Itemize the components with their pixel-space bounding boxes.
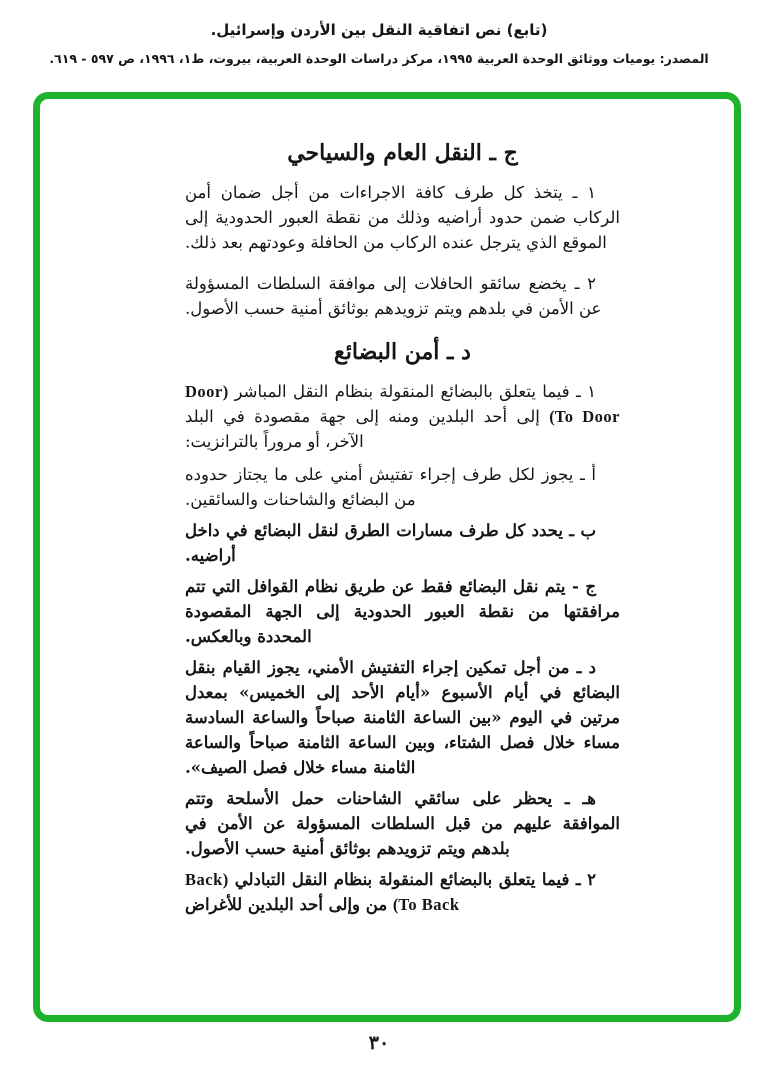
section-d-item-b: ب ـ يحدد كل طرف مسارات الطرق لنقل البضائع في داخل أراضيه. xyxy=(185,521,596,565)
section-d-item-c: ج - يتم نقل البضائع فقط عن طريق نظام القوافل التي تتم مرافقتها من نقطة العبور الحدودية إلى الجهة المقصودة المحددة وبالعكس. xyxy=(185,577,620,646)
section-d-paragraph-2 xyxy=(185,867,620,917)
section-d-item-h: هـ ـ يحظر على سائقي الشاحنات حمل الأسلحة وتتم الموافقة عليهم من قبل السلطات المسؤولة عن الأمن في بلدهم ويتم تزويدهم بوثائق أمنية حسب الأصول. xyxy=(185,789,620,858)
page-title: (تابع) نص اتفاقية النقل بين الأردن وإسرائيل. xyxy=(210,21,548,39)
section-d-paragraph-1 xyxy=(185,379,620,454)
page-number: ٣٠ xyxy=(368,1032,390,1054)
section-d-item-a: أ ـ يجوز لكل طرف إجراء تفتيش أمني على ما يجتاز حدوده من البضائع والشاحنات والسائقين. xyxy=(185,465,596,509)
page-source-citation: المصدر: يوميات ووثائق الوحدة العربية ١٩٩٥، مركز دراسات الوحدة العربية، بيروت، ط١، ١٩٩٦، ص ٥٩٧ - ٦١٩. xyxy=(49,51,709,66)
page-footer xyxy=(0,1032,758,1054)
section-c-paragraph-2: ٢ ـ يخضع سائقو الحافلات إلى موافقة السلطات المسؤولة عن الأمن في بلدهم ويتم تزويدهم بوثائق أمنية حسب الأصول. xyxy=(185,274,602,318)
section-d-paragraph-1-text: ١ ـ فيما يتعلق بالبضائع المنقولة بنظام النقل المباشر xyxy=(228,382,596,401)
back-to-back-label: (Back To Back) xyxy=(185,870,460,914)
section-d-paragraph-1-continuation: إلى أحد البلدين ومنه إلى جهة مقصودة في البلد الآخر، أو مروراً بالترانزيت: xyxy=(185,407,550,451)
door-to-door-label: (Door To Door) xyxy=(185,382,621,426)
section-d-item-d: د ـ من أجل تمكين إجراء التفتيش الأمني، يجوز القيام بنقل البضائع في أيام الأسبوع «أيام الأحد إلى الخميس» بمعدل مرتين في اليوم «بين الساعة الثامنة صباحاً والساعة السادسة مساء خلال فصل الشتاء، وبين الساعة الثامنة صباحاً والساعة الثامنة مساء خلال فصل الصيف». xyxy=(185,658,620,777)
section-d-paragraph-2-continuation: من وإلى أحد البلدين للأغراض xyxy=(185,895,393,914)
section-public-tourist-transport xyxy=(185,139,620,321)
section-c-heading: ج ـ النقل العام والسياحي xyxy=(287,140,518,166)
section-d-heading: د ـ أمن البضائع xyxy=(334,339,471,365)
section-goods-security xyxy=(185,338,620,917)
document-frame xyxy=(33,92,741,1022)
section-d-paragraph-2-text: ٢ ـ فيما يتعلق بالبضائع المنقولة بنظام النقل التبادلي xyxy=(228,870,596,889)
page-header xyxy=(0,20,758,67)
section-c-paragraph-1: ١ ـ يتخذ كل طرف كافة الاجراءات من أجل ضمان أمن الركاب ضمن حدود أراضيه وذلك من نقطة العبور الحدودية إلى الموقع الذي يترجل عنده الركاب من الحافلة وعودتهم بعد ذلك. xyxy=(185,183,620,252)
document-content xyxy=(185,139,620,917)
